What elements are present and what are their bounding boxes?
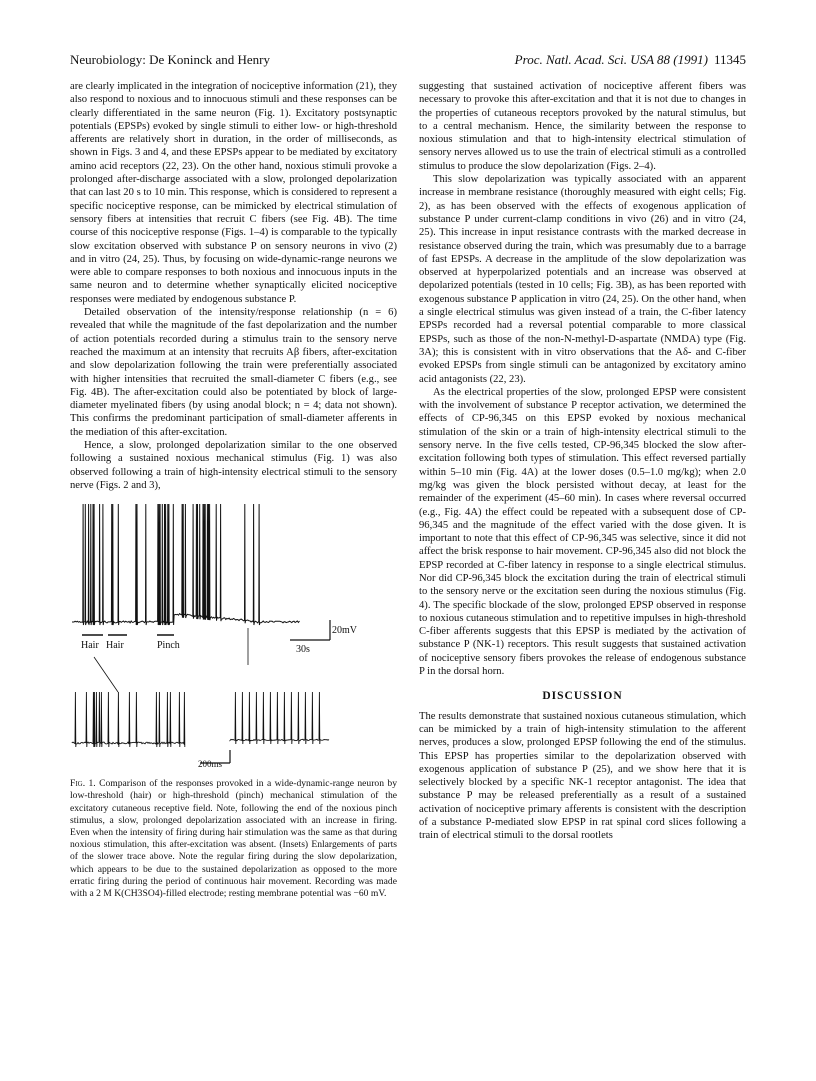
journal-citation: Proc. Natl. Acad. Sci. USA 88 (1991): [514, 52, 708, 67]
stim-label-pinch: Pinch: [157, 640, 180, 652]
running-header: [70, 52, 746, 70]
caption-label: Fig. 1.: [70, 778, 96, 790]
right-paragraph-4: The results demonstrate that sustained noxious cutaneous stimulation, which can be mimicked by a train of high-intensity stimulation to the afferent nerves, produces a slow, prolonged EPSP following the end of the stimulus. This EPSP has properties similar to the depolarization observed with exogenous application of substance P (25), and we show here that it is selectively blocked by a specific NK-1 receptor antagonist. The idea that substance P may be released preferentially as a result of a sustained activation of nociceptive primary afferents is consistent with the description of a substance P-mediated slow EPSP in rat spinal cord slices following a train of electrical stimuli to the dorsal rootlets: [419, 710, 746, 842]
voltage-scale-label: 20mV: [332, 625, 357, 637]
scale-bars: [200, 620, 330, 763]
header-left: Neurobiology: De Koninck and Henry: [70, 52, 271, 67]
page-number: 11345: [713, 52, 746, 67]
connector-left: [94, 657, 118, 692]
left-paragraph-1: are clearly implicated in the integration of nociceptive information (21), they also respond to noxious and to innocuous stimuli and these responses can be clearly differentiated in the same neuron (Fig. 1). Excitatory postsynaptic potentials (EPSPs) evoked by single stimuli to either low- or high-threshold afferents are relatively short in duration, in the order of milliseconds, as shown in Figs. 3 and 4, and these EPSPs appear to be mediated by excitatory amino acid receptors (22, 23). On the other hand, noxious stimuli provoke a prolonged after-discharge associated with a slow, prolonged depolarization that can last 20 s to 10 min. This response, which is considered to represent a specific nociceptive response, can be mimicked by electrical stimulation of sensory fibers at intensities that recruit C fibers (see Fig. 4B). The time course of this nociceptive response (Figs. 1–4) is comparable to the typically slow excitation observed with substance P on sensory neurons in vivo (2) and in vitro (24, 25). Thus, by focusing on wide-dynamic-range neurons we were able to compare responses to both noxious and innocuous inputs in the same neuron and to determine whether synaptically elicited nociceptive responses were mediated by endogenous substance P.: [70, 81, 397, 305]
caption-text: Comparison of the responses provoked in a wide-dynamic-range neuron by low-threshold (hair) or high-threshold (pinch) mechanical stimulation of the excitatory cutaneous receptive field. Note, following the end of the noxious pinch stimulus, a slow, prolonged depolarization associated with an increase in firing. Even when the intensity of firing during hair stimulation was the same as that during noxious stimulation, this after-excitation was absent. (Insets) Enlargements of parts of the slower trace above. Note the regular firing during the slow depolarization, which appears to be due to the sustained depolarization as opposed to the more erratic firing during the period of continuous hair movement. Recording was made with a 2 M K(CH3SO4)-filled electrode; resting membrane potential was −60 mV.: [70, 778, 397, 900]
right-paragraph-3: As the electrical properties of the slow, prolonged EPSP were consistent with the involvement of substance P receptor activation, we determined the effects of CP-96,345 on this EPSP evoked by noxious mechanical stimulation of the skin or a train of high-intensity electrical stimuli to the sensory nerve. In the five cells tested, CP-96,345 blocked the slow after-excitation following both types of stimulation. This effect reversed partially within 5–10 min (Fig. 4A) at the lower doses (0.5–1.0 mg/kg); when 2.0 mg/kg was given the block persisted without decay, at least for the remainder of the experiment (45–60 min). In cases where reversal occurred (e.g., Fig. 4A) the effect could be repeated with a subsequent dose of CP-96,345 and the magnitude of the effect varied with the dose given. It is important to note that this effect of CP-96,345 was selective, since it did not affect the brisk response to hair movement. CP-96,345 also did not block the EPSP recorded at C-fiber latency in response to a single electrical stimulus. Nor did CP-96,345 block the excitation during the train of electrical stimuli to the sensory nerve or the excitation seen during the noxious stimulus (Fig. 4). The specific blockade of the slow, prolonged EPSP observed in response to noxious cutaneous stimulation and to repetitive impulses in high-threshold C-fiber afferents suggests that this EPSP is mediated by the activation of substance P (NK-1) receptors. This result suggests that sustained activation of nociceptive sensory fibers provokes the release of endogenous substance P in the dorsal horn.: [419, 386, 746, 678]
inset-connectors: [94, 628, 248, 692]
inset-left-trace: [72, 692, 185, 747]
stim-label-hair-2: Hair: [106, 640, 124, 652]
left-paragraph-3: Hence, a slow, prolonged depolarization similar to the one observed following a sustained noxious mechanical stimulus (Fig. 1) was also observed following a train of high-intensity electrical stimuli to the sensory nerve (Figs. 2 and 3),: [70, 440, 397, 491]
right-paragraph-1: suggesting that sustained activation of nociceptive afferent fibers was necessary to provoke this after-excitation and that it is not due to changes in the properties of cutaneous receptors provoked by the natural stimulus, but to a central mechanism. Hence, the similarity between the response to noxious stimulation and that to high-intensity electrical stimulation of sensory nerves allowed us to use the train of electrical stimuli as a controlled stimulus to produce the slow depolarization (Figs. 2–4).: [419, 81, 746, 172]
inset-right-trace: [230, 692, 329, 744]
right-paragraph-2: This slow depolarization was typically associated with an apparent increase in membrane resistance (thoroughly measured with eight cells; Fig. 2), as has been observed with the effects of exogenous application of substance P under current-clamp conditions in vivo (26) and in vitro (24, 25). This increase in input resistance contrasts with the marked decrease in resistance observed during the train, which was presumably due to a barrage of fast EPSPs. A decrease in the amplitude of the slow depolarization was observed at hyperpolarized potentials and an increase was observed at depolarized potentials (tested in 10 cells; Fig. 3B), as has been reported with exogenous substance P application in vitro (24, 25). On the other hand, when a single electrical stimulus was given instead of a train, the C-fiber latency EPSPs recorded had a reversal potential comparable to more classical EPSPs, such as those of the non-N-methyl-D-aspartate (NMDA) type (Fig. 3A); this is consistent with in vitro observations that the Aδ- and C-fiber evoked EPSPs from single stimuli can be antagonized by excitatory amino acid antagonists (22, 23).: [419, 174, 746, 385]
stim-label-hair-1: Hair: [81, 640, 99, 652]
discussion-heading: DISCUSSION: [542, 690, 623, 703]
left-column: [70, 80, 397, 900]
inset-time-scale-label: 200ms: [198, 759, 223, 770]
header-right: [515, 52, 746, 68]
figure-1: [70, 500, 397, 770]
time-scale-label: 30s: [296, 644, 310, 656]
figure-1-caption: [70, 778, 397, 900]
left-paragraph-2: Detailed observation of the intensity/response relationship (n = 6) revealed that while the magnitude of the fast depolarization and the number of action potentials recorded during a stimulus train to the sensory nerve reached the maximum at an intensity that recruits Aβ fibers, after-excitation and slow depolarization following the train were preferentially associated with higher intensities that recruited the small-diameter C fibers (e.g., see Fig. 4B). The after-excitation could also be potentiated by block of large-diameter myelinated fibers (by using anodal block; n = 4; data not shown). This confirms the predominant participation of small-diameter afferents in the mediation of this after-excitation.: [70, 307, 397, 438]
right-column: [419, 80, 746, 843]
main-trace: [72, 504, 300, 625]
